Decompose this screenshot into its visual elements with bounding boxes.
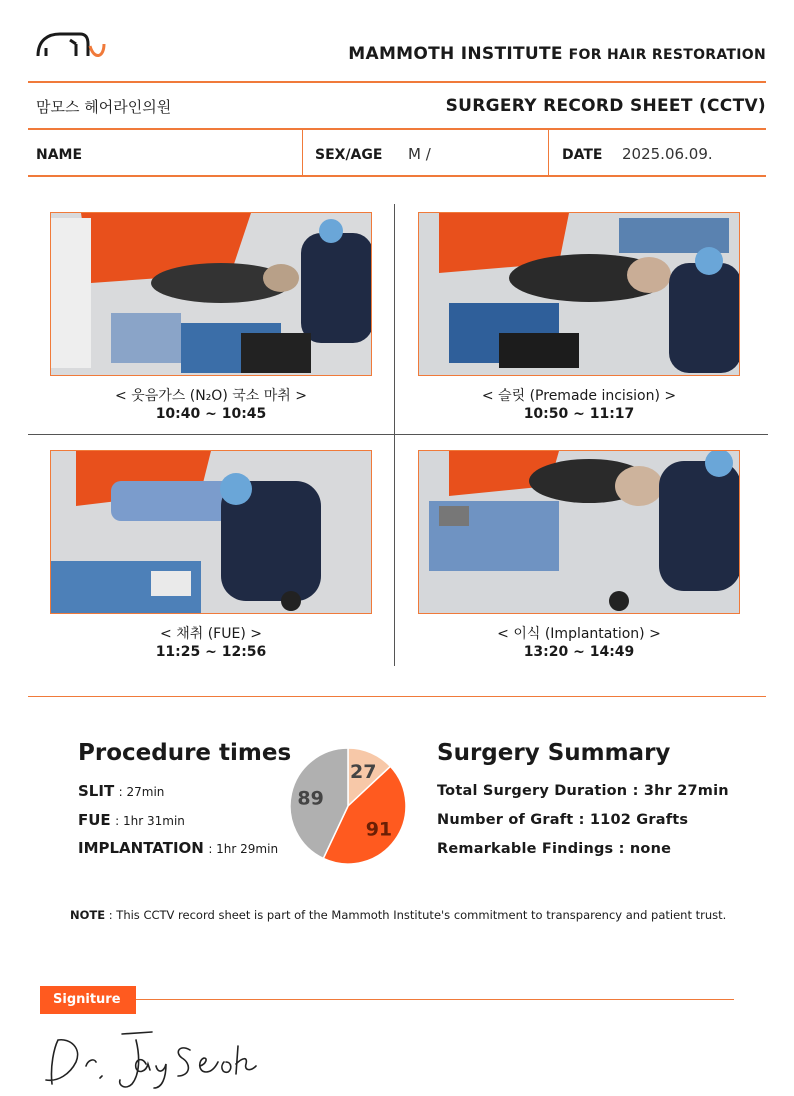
divider: [28, 696, 766, 697]
procedure-label: IMPLANTATION: [78, 839, 204, 857]
grid-divider-horizontal: [28, 434, 768, 435]
procedure-row: [78, 811, 185, 829]
summary-title: Surgery Summary: [437, 740, 671, 766]
procedure-value: : 1hr 29min: [208, 842, 279, 856]
pie-slice-label: 89: [297, 787, 324, 810]
note-text: : This CCTV record sheet is part of the Mammoth Institute's commitment to transparency and patient trust.: [108, 908, 727, 922]
name-label: NAME: [36, 147, 83, 163]
note: [70, 908, 726, 922]
date-label: DATE: [562, 147, 603, 163]
pie-slice-label: 91: [365, 818, 393, 841]
summary-row: Number of Graft : 1102 Grafts: [437, 812, 689, 828]
cctv-photo-anesthesia: [50, 212, 372, 376]
brand-main: MAMMOTH INSTITUTE: [348, 44, 563, 64]
sheet-title: SURGERY RECORD SHEET (CCTV): [445, 96, 766, 116]
caption-time: 10:50 ~ 11:17: [523, 406, 635, 422]
summary-row: Remarkable Findings : none: [437, 841, 672, 857]
caption-title: < 채취 (FUE) >: [160, 626, 262, 642]
procedure-pie-chart: [288, 746, 408, 866]
mammoth-logo: [36, 30, 108, 66]
cctv-photo-fue: [50, 450, 372, 614]
procedure-row: [78, 839, 278, 857]
brand-name: [348, 44, 766, 64]
divider: [28, 128, 766, 130]
handwritten-signature: [40, 1026, 300, 1092]
signature-label: Signiture: [40, 986, 136, 1014]
photo-caption: [406, 625, 752, 661]
cctv-photo-implantation: [418, 450, 740, 614]
field-divider: [548, 129, 549, 176]
caption-title: < 웃음가스 (N₂O) 국소 마취 >: [115, 388, 307, 404]
cctv-photo-slit: [418, 212, 740, 376]
caption-title: < 이식 (Implantation) >: [497, 626, 661, 642]
sexage-value: M /: [408, 145, 431, 163]
procedure-row: [78, 782, 164, 800]
photo-caption: [38, 625, 384, 661]
divider: [28, 81, 766, 83]
date-value: 2025.06.09.: [622, 145, 713, 163]
divider: [28, 175, 766, 177]
procedure-label: FUE: [78, 811, 111, 829]
caption-time: 11:25 ~ 12:56: [155, 644, 267, 660]
caption-time: 10:40 ~ 10:45: [155, 406, 267, 422]
clinic-name: 맘모스 헤어라인의원: [36, 98, 172, 116]
pie-slice-label: 27: [350, 760, 377, 783]
procedure-title: Procedure times: [78, 740, 292, 766]
caption-time: 13:20 ~ 14:49: [523, 644, 635, 660]
procedure-value: : 27min: [118, 785, 165, 799]
procedure-value: : 1hr 31min: [115, 814, 185, 828]
photo-caption: [406, 387, 752, 423]
caption-title: < 슬릿 (Premade incision) >: [481, 388, 677, 404]
photo-caption: [38, 387, 384, 423]
sexage-label: SEX/AGE: [315, 147, 383, 163]
procedure-label: SLIT: [78, 782, 115, 800]
brand-sub: FOR HAIR RESTORATION: [568, 47, 766, 63]
grid-divider-vertical: [394, 204, 395, 666]
note-label: NOTE: [70, 908, 106, 922]
signature-line: [136, 999, 734, 1000]
summary-row: Total Surgery Duration : 3hr 27min: [437, 783, 729, 799]
field-divider: [302, 129, 303, 176]
